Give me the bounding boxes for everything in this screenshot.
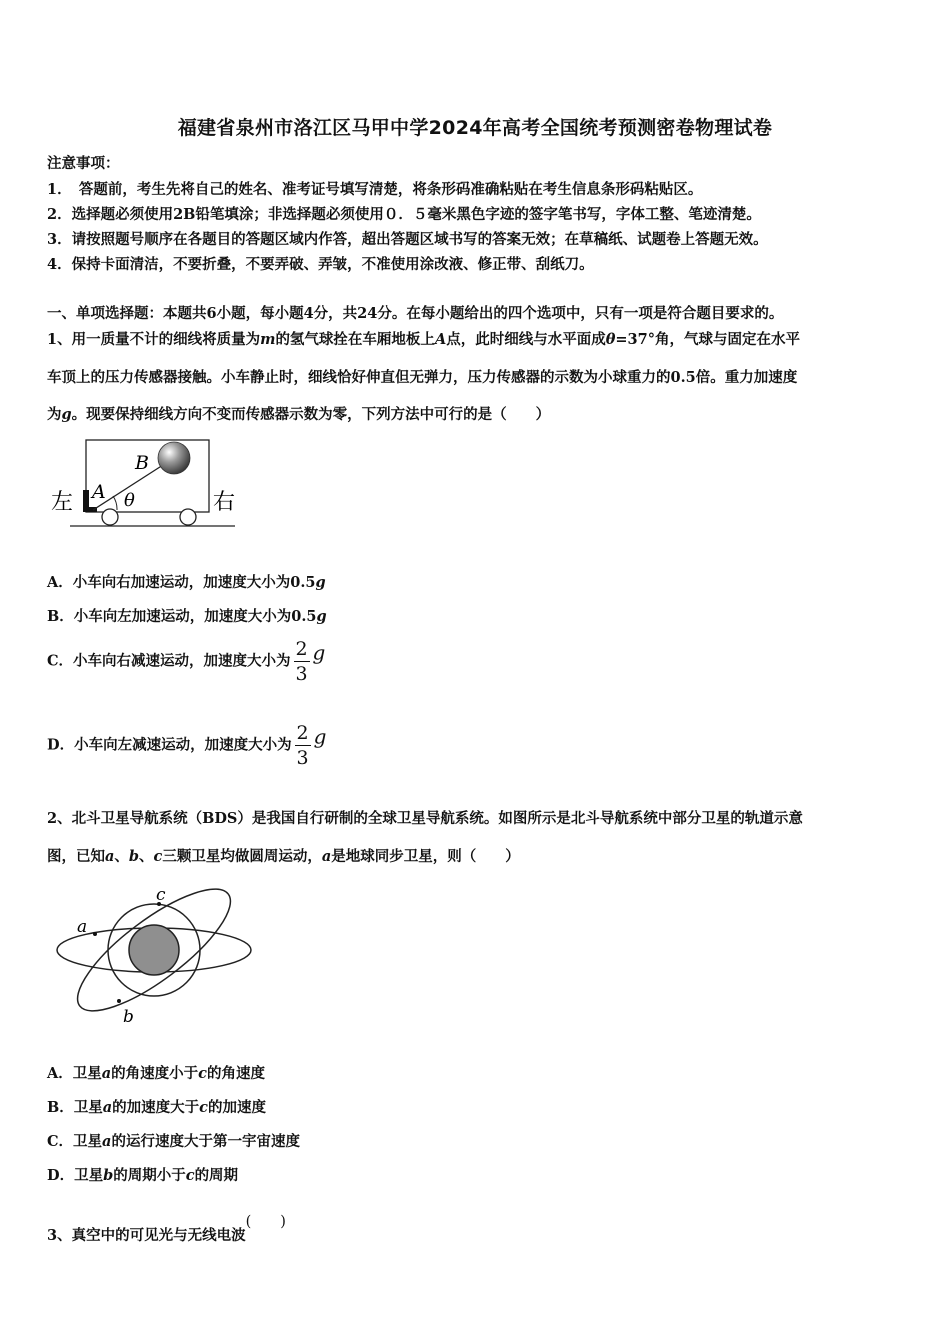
section-heading: 一、单项选择题：本题共6小题，每小题4分，共24分。在每小题给出的四个选项中，只有一项是符合题目要求的。 [47, 305, 784, 322]
question-1-line-2: 车顶上的压力传感器接触。小车静止时，细线恰好伸直但无弹力，压力传感器的示数为小球重力的0.5倍。重力加速度 [47, 369, 798, 386]
q2-option-c: C．卫星a的运行速度大于第一宇宙速度 [47, 1133, 300, 1150]
notice-heading: 注意事项： [47, 155, 120, 172]
notice-item-4: 4．保持卡面清洁，不要折叠，不要弄破、弄皱，不准使用涂改液、修正带、刮纸刀。 [47, 256, 594, 273]
fraction-2-3: $\frac{2}{3}$ [296, 722, 309, 769]
question-1-line-1: 1、用一质量不计的细线将质量为m的氢气球拴在车厢地板上A点，此时细线与水平面成θ=37°角，气球与固定在水平 [47, 331, 800, 348]
answer-paren: ( ) [245, 1214, 286, 1230]
q1-option-c: C．小车向右减速运动，加速度大小为 $\frac{2}{3}$ g [47, 638, 326, 685]
page-title: 福建省泉州市洛江区马甲中学2024年高考全国统考预测密卷物理试卷 [177, 117, 773, 139]
right-wheel [180, 509, 196, 525]
label-B: B [135, 452, 149, 474]
label-A: A [92, 481, 106, 503]
cart-balloon-figure [45, 432, 245, 534]
q2-option-a: A．卫星a的角速度小于c的角速度 [47, 1065, 266, 1082]
notice-item-1: 1． 答题前，考生先将自己的姓名、准考证号填写清楚，将条形码准确粘贴在考生信息条形码粘贴区。 [47, 181, 703, 198]
question-3: 3、真空中的可见光与无线电波( ) [47, 1210, 286, 1245]
q2-option-d: D．卫星b的周期小于c的周期 [47, 1167, 239, 1184]
balloon [158, 442, 190, 474]
satellite-b-dot [117, 999, 121, 1003]
satellite-a-dot [93, 932, 97, 936]
notice-item-2: 2．选择题必须使用2B铅笔填涂；非选择题必须使用０．５毫米黑色字迹的签字笔书写，字体工整、笔迹清楚。 [47, 206, 761, 223]
label-left: 左 [51, 490, 74, 515]
notice-item-3: 3．请按照题号顺序在各题目的答题区域内作答，超出答题区域书写的答案无效；在草稿纸、试题卷上答题无效。 [47, 231, 768, 248]
left-wheel [102, 509, 118, 525]
label-c: c [156, 885, 166, 905]
earth [129, 925, 179, 975]
label-b: b [123, 1007, 134, 1027]
label-theta: θ [124, 490, 135, 511]
question-1-line-3: 为g。现要保持细线方向不变而传感器示数为零，下列方法中可行的是（ ） [47, 406, 551, 423]
question-2-line-1: 2、北斗卫星导航系统（BDS）是我国自行研制的全球卫星导航系统。如图所示是北斗导航系统中部分卫星的轨道示意 [47, 810, 803, 827]
question-2-line-2: 图，已知a、b、c三颗卫星均做圆周运动，a是地球同步卫星，则（ ） [47, 848, 520, 865]
fraction-2-3: $\frac{2}{3}$ [295, 638, 308, 685]
q1-option-b: B．小车向左加速运动，加速度大小为0.5g [47, 608, 327, 625]
label-right: 右 [213, 490, 236, 515]
q1-option-d: D．小车向左减速运动，加速度大小为 $\frac{2}{3}$ g [47, 722, 327, 769]
satellite-orbit-figure [55, 882, 260, 1027]
theta-arc [113, 496, 117, 510]
label-a: a [77, 917, 88, 937]
q2-option-b: B．卫星a的加速度大于c的加速度 [47, 1099, 267, 1116]
q1-option-a: A．小车向右加速运动，加速度大小为0.5g [47, 574, 326, 591]
